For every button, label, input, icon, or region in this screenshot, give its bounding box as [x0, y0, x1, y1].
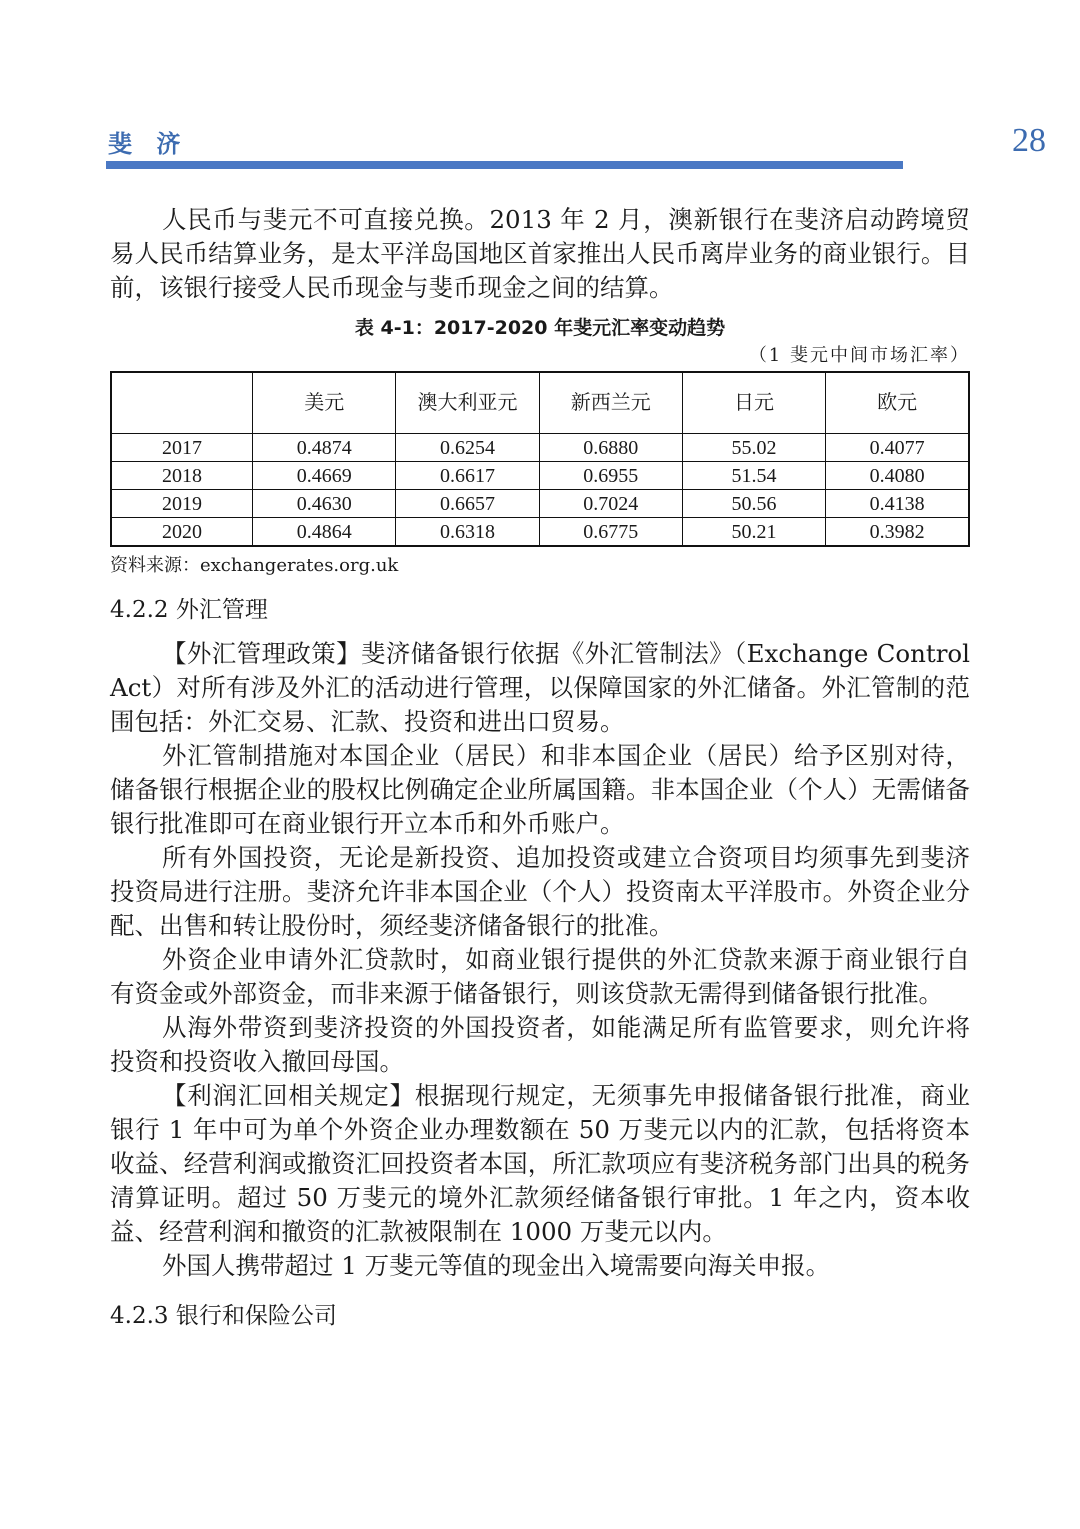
table-cell: 0.6955 [539, 462, 682, 490]
table-cell: 0.4669 [253, 462, 396, 490]
paragraph: 外资企业申请外汇贷款时，如商业银行提供的外汇贷款来源于商业银行自有资金或外部资金，而非来源于储备银行，则该贷款无需得到储备银行批准。 [110, 945, 970, 1008]
year-cell: 2019 [111, 490, 253, 518]
paragraph: 所有外国投资，无论是新投资、追加投资或建立合资项目均须事先到斐济投资局进行注册。斐济允许非本国企业（个人）投资南太平洋股市。外资企业分配、出售和转让股份时，须经斐济储备银行的批准。 [110, 843, 970, 940]
table-cell: 0.6254 [396, 434, 539, 462]
table-cell: 0.4874 [253, 434, 396, 462]
paragraph: 从海外带资到斐济投资的外国投资者，如能满足所有监管要求，则允许将投资和投资收入撤回母国。 [110, 1013, 970, 1076]
table-cell: 0.4077 [826, 434, 969, 462]
running-header-title: 斐 济 [108, 130, 189, 158]
header-cell: 欧元 [826, 372, 969, 434]
table-cell: 0.4630 [253, 490, 396, 518]
paragraph: 【利润汇回相关规定】根据现行规定，无须事先申报储备银行批准，商业银行 1 年中可为单个外资企业办理数额在 50 万斐元以内的汇款，包括将资本收益、经营利润或撤资汇回投资者本国，所汇款项应有斐济税务部门出具的税务清算证明。超过 50 万斐元的境外汇款须经储备银行审批。1 年之内，资本收益、经营利润和撤资的汇款被限制在 1000 万斐元以内。 [110, 1081, 970, 1246]
header-rule [106, 161, 903, 169]
paragraph: 【外汇管理政策】斐济储备银行依据《外汇管制法》（Exchange Control Act）对所有涉及外汇的活动进行管理，以保障国家的外汇储备。外汇管制的范围包括：外汇交易、汇款、投资和进出口贸易。 [110, 639, 970, 736]
table-caption: 表 4-1：2017-2020 年斐元汇率变动趋势 [354, 317, 726, 339]
paragraph: 人民币与斐元不可直接兑换。2013 年 2 月，澳新银行在斐济启动跨境贸易人民币结算业务，是太平洋岛国地区首家推出人民币离岸业务的商业银行。目前，该银行接受人民币现金与斐币现金之间的结算。 [110, 205, 970, 302]
table-cell: 0.4864 [253, 518, 396, 547]
year-cell: 2020 [111, 518, 253, 547]
table-header-row [111, 372, 969, 434]
table-cell: 0.4138 [826, 490, 969, 518]
table-cell: 50.21 [682, 518, 825, 547]
table-cell: 55.02 [682, 434, 825, 462]
table-cell: 0.6657 [396, 490, 539, 518]
table-cell: 0.7024 [539, 490, 682, 518]
header-cell [111, 372, 253, 434]
section-heading: 4.2.3 银行和保险公司 [110, 1303, 337, 1329]
header-cell: 美元 [253, 372, 396, 434]
table-cell: 0.3982 [826, 518, 969, 547]
table-row [111, 434, 969, 462]
table-cell: 0.6318 [396, 518, 539, 547]
table-row [111, 490, 969, 518]
table-cell: 0.6617 [396, 462, 539, 490]
table-cell: 0.6775 [539, 518, 682, 547]
page-content [110, 203, 970, 1343]
table-cell: 0.6880 [539, 434, 682, 462]
year-cell: 2018 [111, 462, 253, 490]
table-source: 资料来源：exchangerates.org.uk [110, 555, 399, 576]
table-row [111, 462, 969, 490]
table-cell: 0.4080 [826, 462, 969, 490]
section-heading: 4.2.2 外汇管理 [110, 597, 268, 623]
exchange-rate-table [110, 371, 970, 547]
header-cell: 澳大利亚元 [396, 372, 539, 434]
header-cell: 日元 [682, 372, 825, 434]
table-cell: 50.56 [682, 490, 825, 518]
page-number: 28 [1012, 122, 1046, 159]
year-cell: 2017 [111, 434, 253, 462]
header-cell: 新西兰元 [539, 372, 682, 434]
table-cell: 51.54 [682, 462, 825, 490]
paragraph: 外汇管制措施对本国企业（居民）和非本国企业（居民）给予区别对待，储备银行根据企业的股权比例确定企业所属国籍。非本国企业（个人）无需储备银行批准即可在商业银行开立本币和外币账户。 [110, 741, 970, 838]
table-row [111, 518, 969, 547]
table-unit-note: （1 斐元中间市场汇率） [748, 345, 970, 366]
paragraph: 外国人携带超过 1 万斐元等值的现金出入境需要向海关申报。 [162, 1251, 831, 1280]
